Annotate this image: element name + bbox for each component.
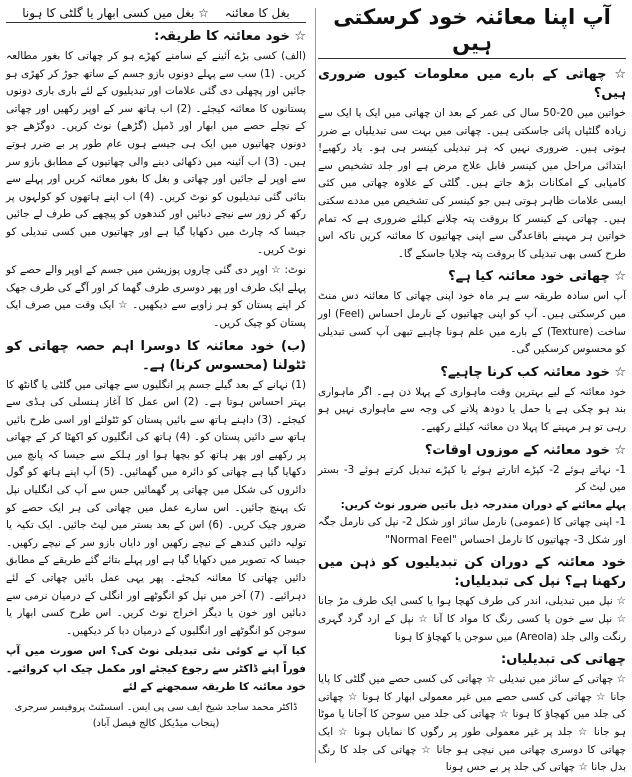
paragraph-breast-changes: ☆ چھاتی کے سائز میں تبدیلی ☆ چھاتی کی کسی حصے میں گلٹی کا پایا جانا ☆ چھاتی کی کسی حصے میں غیر معمولی ابھار کا ہونا ☆ چھاتی کی جلد میں کھچاؤ کا ہونا ☆ چھاتی کی جلد میں سوجن کا آجانا یا موٹا ہو جانا ☆ جلد پر غیر معمولی طور پر رگوں کا نمایاں ہونا ☆ ایک چھاتی کا دوسری چھاتی میں نیچی ہو جانا ☆ چھاتی کی جلد کا رنگ بدل جانا ☆ چھاتی کی جلد پر بے حس ہونا [318,673,626,774]
paragraph-nipple: ☆ نپل میں تبدیلی، اندر کی طرف کھچا ہوا یا کسی ایک طرف مڑ جانا ☆ نپل سے خون یا کسی رنگ کا مواد کا آنا ☆ نپل کے ارد گرد گہری رنگت والی جلد (Areola) میں سوجن یا کھچاؤ کا ہونا [318,595,626,643]
left-column [6,4,306,767]
paragraph-what: آپ اس سادہ طریقہ سے ہر ماہ خود اپنی چھاتی کا معائنہ دس منٹ میں کرسکتی ہیں۔ آپ کو اپنی چھاتیوں کے نارمل احساس (Feel) اور ساخت (Texture) کے بارے میں علم ہونا چاہیے تبھی آپ کسی تبدیلی کو محسوس کرسکیں گی۔ [318,290,626,356]
heading-palpation: (ب) خود معائنہ کا دوسرا اہم حصہ چھاتی کو ٹٹولنا (محسوس کرنا) ہے۔ [6,338,306,373]
header-armpit-lump: ☆ بغل میں کسی ابھار یا گلٹی کا ہونا [22,6,209,20]
heading-method: ☆ خود معائنہ کا طریقہ: [154,29,306,44]
left-header [6,4,306,23]
times-item-1: 1- نہاتے ہوئے 2- کپڑے اتارتے ہوئے یا کپڑے تبدیل کرتے ہوئے 3- بستر میں لیٹ کر [318,463,626,494]
header-armpit: بغل کا معائنہ [224,6,290,20]
right-column [318,4,626,774]
page-title: آپ اپنا معائنہ خود کرسکتی ہیں [318,4,626,59]
paragraph-palpation: (1) نہانے کے بعد گیلے جسم پر انگلیوں سے چھاتی میں گلٹی یا گانٹھ کا بہتر احساس ہوتا ہے۔ (2) اس عمل کا آغاز ہنسلی کی ہڈی سے کیجئے۔ (3) داہنے ہاتھ سے بائیں پستان کو ٹٹولئے اور اسی طرح بائیں ہاتھ سے دائیں پستان کو۔ (4) ہاتھ کی انگلیوں کو اکھٹا کر کے چھاتی پر رکھیے اور پھر ہاتھ کو بچھا ہوا اور ہلکے سے جیسا کہ پانچ میں دکھایا گیا ہے چھاتی کو دائرہ میں گھمائیں۔ (5) آپ اپنے ہاتھ کو گول دائروں کی شکل میں چھاتی پر گھمائیں جس سے آپ کی انگلیاں نپل تک پہنچ جائیں۔ اس سارے عمل میں چھاتی کی ہر ایک حصے کو ضرور چیک کریں۔ (6) اس کے بعد بستر میں لیٹ جائیں۔ ایک تکیہ یا تولیہ دائیں کندھے کے نیچے رکھیں اور دایاں بازو سر کے نیچے رکھیں۔ جیسا کہ تصویر میں دکھایا گیا ہے اور پہلے بتائے گئے طریقے کے مطابق دائیں چھاتی کا معائنہ کیجئے۔ پھر یہی عمل بائیں چھاتی کے لئے دہرائیے۔ (7) آخر میں نپل کو انگوٹھے اور انگلی کے درمیان نرمی سے دبائیں اور خون یا دیگر اخراج نوٹ کریں۔ اس طرح کسی ابھار یا سوجن کو انگوٹھے اور انگلیوں کے درمیان دبا کر دیکھیں۔ [6,378,307,637]
heading-breast-changes: چھاتی کی تبدیلیاں: [501,652,626,668]
heading-remember: خود معائنہ کے دوران کن تبدیلیوں کو ذہن میں رکھنا ہے؟ نپل کی تبدیلیاں: [318,555,626,590]
column-divider [315,8,316,763]
paragraph-note: نوٹ: ☆ اوپر دی گئی چاروں پوزیشن میں جسم کے اوپر والے حصے کو پہلے ایک طرف اور پھر دوسری طرف گھما کر اور آگے کی طرف جھک کر اپنے پستان کو ہر زاویے سے دیکھیں۔ ☆ ایک وقت میں صرف ایک پستان کو چیک کریں۔ [6,264,306,329]
heading-times: ☆ خود معائنہ کے موزوں اوقات؟ [424,442,626,458]
paragraph-method: (الف) کسی بڑے آئینے کے سامنے کھڑے ہو کر چھاتی کا بغور مطالعہ کریں۔ (1) سب سے پہلے دونوں بازو جسم کے ساتھ جوڑ کر کھڑی ہو جائیں اور پچھلی دی گئی علامات اور تبدیلیوں کے لئے باری باری دونوں پستانوں کا معائنہ کیجئے۔ (2) اب ہاتھ سر کے اوپر رکھیں اور چھاتی کے نچلے حصے میں ابھار اور ڈمپل (گڑھے) نوٹ کریں۔ دوگڑھے جو دونوں چھاتیوں میں ایک ہی جیسے ہوں عام طور پر بے ضرر ہوتے ہیں۔ (3) اب آئینہ میں دکھائی دینے والی چھاتیوں کے مطابق بازو سر سے اوپر لے جائیں اور چھاتی و بغل کا بغور معائنہ کریں اور پہلے سے بتائی گئی تبدیلیوں کو نوٹ کریں۔ (4) اب اپنے ہاتھوں کو کولہوں پر رکھ کر زور سے نیچے دبائیں اور کندھوں کو پیچھے کی طرف لے جائیں جیسا کہ چارٹ میں دکھایا گیا ہے اور چھاتیوں میں کسی تبدیلی کو نوٹ کریں۔ [6,50,306,256]
heading-when: ☆ خود معائنہ کب کرنا چاہیے؟ [440,364,626,380]
paragraph-changes-question: کیا آپ نے کوئی نئی تبدیلی نوٹ کی؟ اس صورت میں آپ فوراً اپنے ڈاکٹر سے رجوع کیجئے اور مکمل چیک اپ کروائیے۔ خود معائنہ کا طریقہ سمجھنے کے لئے [6,645,306,693]
heading-why: ☆ چھاتی کے بارے میں معلومات کیوں ضروری ہیں؟ [318,67,626,101]
times-list [318,462,626,550]
times-item-2: پہلے معائنے کے دوران مندرجہ ذیل باتیں ضرور نوٹ کریں: [340,498,626,511]
paragraph-why: خواتین میں 20-50 سال کی عمر کے بعد ان چھاتی میں ایک یا ایک سے زیادہ گلٹیاں پائی جاسکتی ہیں۔ چھاتی میں بہت سی تبدیلیاں بے ضرر ہوتی ہیں۔ ضروری نہیں کہ ہر تبدیلی کینسر ہی ہو۔ یاد رکھیے! ابتدائی مراحل میں کینسر قابل علاج مرض ہے اور جلد تشخیص سے کامیابی کے امکانات بڑھ جاتے ہیں۔ گلٹی کے علاوہ چھاتی میں کئی ایسی علامات ظاہر ہوتی ہیں جو کینسر کی تشخیص میں مددے سکتی ہیں۔ چھاتی کے کینسر کا بروقت پتہ چلانے کیلئے ضروری ہے کہ تمام خواتین ہر مہینے باقاعدگی سے اپنی چھاتیوں کا معائنہ کریں تاکہ اس طرح کسی بھی تبدیلی کا بروقت پتہ چلایا جاسکے گا۔ [318,107,626,260]
paragraph-when: خود معائنہ کے لیے بہترین وقت ماہواری کے پہلا دن ہے۔ اگر ماہواری بند ہو چکی ہے یا حمل یا دودھ پلانے کی وجہ سے ماہواری نہیں ہو رہی تو ہر مہینے کا پہلا دن معائنہ کیلئے رکھیے۔ [318,385,626,433]
times-item-3: 1- اپنی چھاتی کا (عمومی) نارمل سائز اور شکل 2- نپل کی نارمل جگہ اور شکل 3- چھاتیوں کا نارمل احساس "Normal Feel" [318,516,626,546]
author-signature: ڈاکٹر محمد ساجد شیخ ایف سی پی ایس۔ اسسٹنٹ پروفیسر سرجری (پنجاب میڈیکل کالج فیصل آباد) [14,702,298,730]
heading-what: ☆ چھاتی خود معائنہ کیا ہے؟ [448,269,626,285]
